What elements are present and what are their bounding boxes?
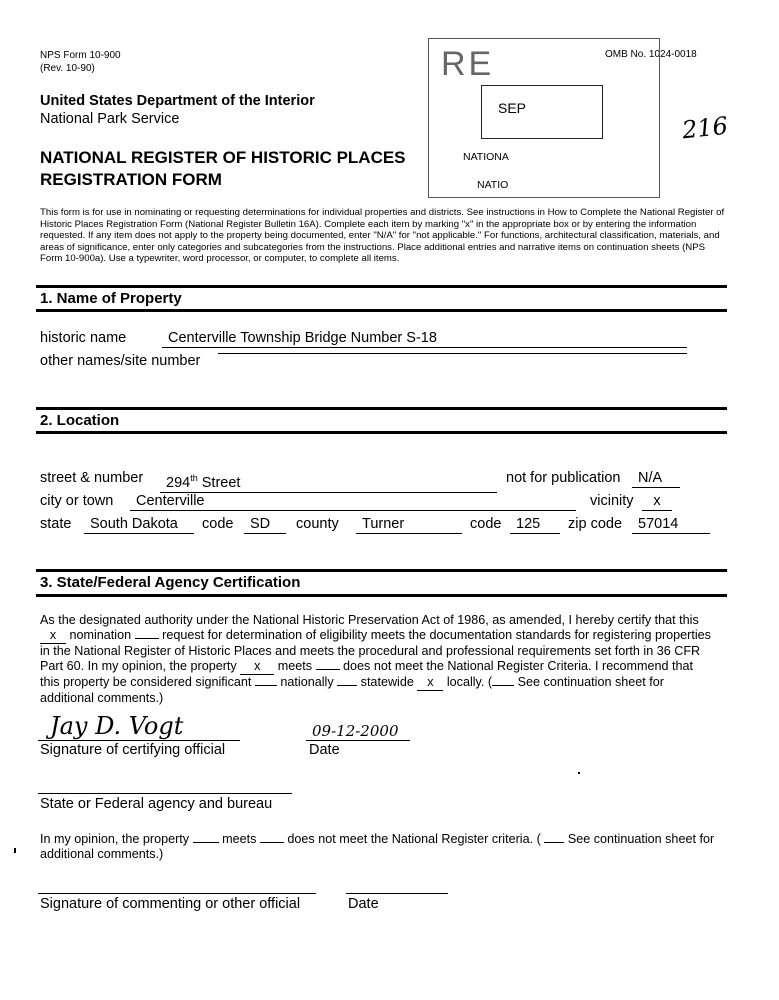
statewide-word: statewide: [360, 675, 414, 689]
street-name: Street: [197, 474, 241, 491]
state-label: state: [40, 516, 72, 532]
date-line-2: [346, 893, 448, 894]
street-label: street & number: [40, 470, 144, 486]
cert-line2: [40, 628, 730, 644]
cert-line4-c: does not meet the National Register Criteria. I recommend that: [343, 659, 694, 673]
county-field[interactable]: Turner: [356, 516, 462, 534]
vicinity-field[interactable]: x: [642, 493, 672, 511]
opinion-continuation-mark[interactable]: [544, 842, 564, 843]
commenting-signature-line: [38, 893, 316, 894]
cert-line4-a: Part 60. In my opinion, the property: [40, 659, 237, 673]
form-title-line2: REGISTRATION FORM: [40, 170, 222, 189]
county-label: county: [296, 516, 339, 532]
state-field[interactable]: South Dakota: [84, 516, 194, 534]
nfp-label: not for publication: [506, 470, 621, 486]
signature-certifying-label: Signature of certifying official: [40, 742, 226, 758]
opinion-line1-a: In my opinion, the property: [40, 832, 190, 846]
section3-top-rule: [36, 569, 727, 572]
nationally-mark[interactable]: [255, 685, 277, 686]
cert-line1: As the designated authority under the National Historic Preservation Act of 1986, as amended, I hereby certify that this: [40, 613, 699, 627]
county-code-label: code: [470, 516, 502, 532]
commenting-signature-label: Signature of commenting or other official: [40, 896, 301, 912]
request-text: request for determination of eligibility meets the documentation standards for registering properties: [162, 628, 711, 642]
cert-line6: additional comments.): [40, 691, 164, 705]
stamp-text-national2: NATIO: [477, 179, 509, 191]
vicinity-label: vicinity: [590, 493, 634, 509]
opinion-see-continuation: See continuation sheet for: [567, 832, 715, 846]
section1-top-rule: [36, 285, 727, 288]
meets-word: meets: [277, 659, 313, 673]
does-not-meet-mark[interactable]: [316, 669, 340, 670]
opinion-line2: additional comments.): [40, 847, 164, 861]
form-number: NPS Form 10-900: [40, 50, 121, 61]
form-title-line1: NATIONAL REGISTER OF HISTORIC PLACES: [40, 148, 406, 167]
certifying-date: 09-12-2000: [312, 722, 399, 740]
nfp-field[interactable]: N/A: [632, 470, 680, 488]
nationally-word: nationally: [280, 675, 334, 689]
section1-bottom-rule: [36, 309, 727, 312]
stamp-date-box: [481, 85, 603, 139]
nomination-mark[interactable]: x: [40, 628, 66, 644]
certifying-signature: Jay D. Vogt: [50, 712, 184, 740]
stamp-text-month: SEP: [498, 100, 527, 116]
section3-title: 3. State/Federal Agency Certification: [40, 574, 301, 591]
locally-mark[interactable]: x: [417, 675, 443, 691]
section2-title: 2. Location: [40, 412, 120, 429]
nomination-word: nomination: [69, 628, 132, 642]
handwritten-number: 216: [680, 111, 730, 145]
section2-top-rule: [36, 407, 727, 410]
county-code-field[interactable]: 125: [510, 516, 560, 534]
section3-bottom-rule: [36, 594, 727, 597]
state-code-label: code: [202, 516, 234, 532]
continuation-mark[interactable]: [492, 685, 514, 686]
locally-word: locally. (: [446, 675, 493, 689]
date-label-2: Date: [348, 896, 379, 912]
section1-title: 1. Name of Property: [40, 290, 182, 307]
agency-label: State or Federal agency and bureau: [40, 796, 273, 812]
date-line-1: [306, 740, 410, 741]
statewide-mark[interactable]: [337, 685, 357, 686]
instructions-text: This form is for use in nominating or requesting determinations for individual properties and districts. See instructions in How to Complete the National Register of Historic Places Registration Form (National Register Bulletin 16A). Complete each item by marking "x" in the appropriate box or by entering the information requested. If any item does not apply to the property being documented, enter "N/A" for "not applicable." For functions, architectural classification, materials, and areas of significance, enter only categories and subcategories from the instructions. Place additional entries and narrative items on continuation sheets (NPS Form 10-900a). Use a typewriter, word processor, or computer, to complete all items.: [40, 207, 725, 265]
section2-bottom-rule: [36, 431, 727, 434]
form-revision: (Rev. 10-90): [40, 63, 95, 74]
historic-name-label: historic name: [40, 330, 127, 346]
stamp-text-national1: NATIONA: [463, 151, 509, 163]
omb-number: OMB No. 1024-0018: [605, 49, 697, 60]
zip-field[interactable]: 57014: [632, 516, 710, 534]
opinion-meets-mark[interactable]: [193, 842, 219, 843]
department-name: United States Department of the Interior: [40, 93, 315, 109]
opinion-paragraph: [40, 832, 730, 862]
opinion-line1-b: does not meet the National Register criteria. (: [287, 832, 541, 846]
meets-mark[interactable]: x: [240, 659, 274, 675]
speck-mark: [578, 772, 580, 774]
street-number: 294: [166, 474, 191, 491]
see-continuation-text: See continuation sheet for: [517, 675, 664, 689]
cert-line3: in the National Register of Historic Places and meets the procedural and professional requirements set forth in 36 CFR: [40, 644, 701, 658]
request-mark[interactable]: [135, 638, 159, 639]
cert-line4: [40, 659, 730, 675]
opinion-line1: [40, 832, 730, 847]
date-label-1: Date: [309, 742, 340, 758]
street-field[interactable]: [160, 470, 497, 493]
certification-paragraph: [40, 613, 730, 706]
city-field[interactable]: Centerville: [130, 493, 576, 511]
state-code-field[interactable]: SD: [244, 516, 286, 534]
cert-line5: [40, 675, 730, 691]
historic-name-field[interactable]: Centerville Township Bridge Number S-18: [162, 330, 687, 348]
received-stamp: [428, 38, 660, 198]
margin-mark: [14, 848, 16, 853]
cert-line5-a: this property be considered significant: [40, 675, 252, 689]
service-name: National Park Service: [40, 111, 180, 127]
agency-line: [38, 793, 292, 794]
city-label: city or town: [40, 493, 114, 509]
other-names-field[interactable]: [218, 353, 687, 354]
street-ordinal: th: [190, 473, 198, 483]
other-names-label: other names/site number: [40, 353, 201, 369]
opinion-not-meet-mark[interactable]: [260, 842, 284, 843]
opinion-meets-word: meets: [222, 832, 257, 846]
zip-label: zip code: [568, 516, 623, 532]
stamp-text-received: RE: [441, 45, 495, 83]
signature-line-1: [38, 740, 240, 741]
